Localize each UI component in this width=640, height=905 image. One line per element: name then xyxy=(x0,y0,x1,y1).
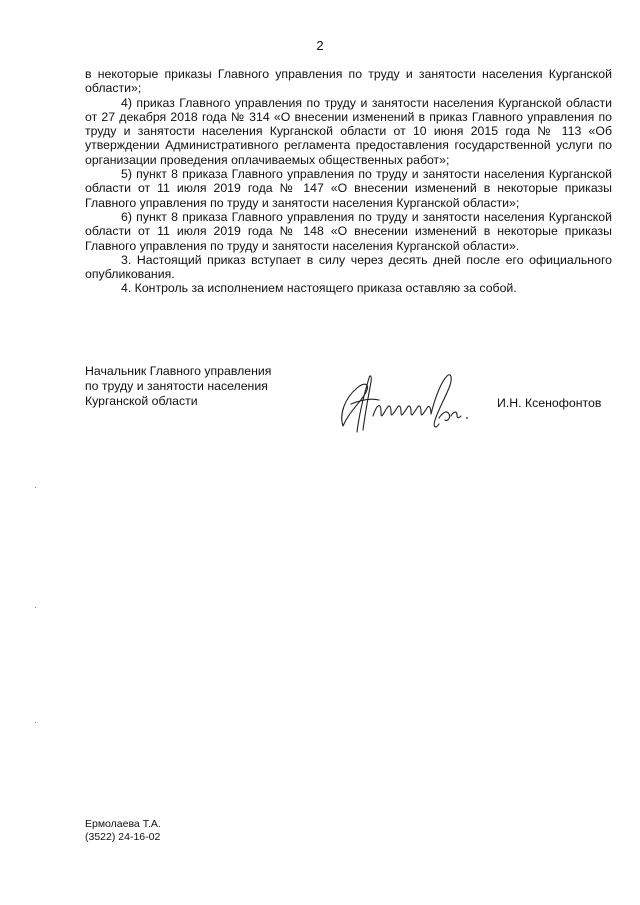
paragraph-item-4: 4) приказ Главного управления по труду и занятости населения Курганской области от 27 декабря 2018 года № 314 «О внесении изменений в приказ Главного управления по труду и занятости населения Курганской области от 10 июня 2015 года № 113 «Об утверждении Административного регламента предоставления государственной услуги по организации проведения оплачиваемых общественных работ»; xyxy=(85,95,612,167)
executor-name: Ермолаева Т.А. xyxy=(85,818,161,830)
paragraph-point-3: 3. Настоящий приказ вступает в силу через десять дней после его официального опубликования. xyxy=(85,252,612,282)
signatory-title-line: Начальник Главного управления xyxy=(85,364,272,378)
paragraph-point-4: 4. Контроль за исполнением настоящего приказа оставляю за собой. xyxy=(121,281,517,296)
margin-dot xyxy=(35,487,36,488)
paragraph-item-6: 6) пункт 8 приказа Главного управления по труду и занятости населения Курганской области от 11 июля 2019 года № 148 «О внесении изменений в некоторые приказы Главного управления по труду и занятости населения Курганской области». xyxy=(85,209,612,253)
signatory-title xyxy=(85,364,271,409)
paragraph-item-5: 5) пункт 8 приказа Главного управления по труду и занятости населения Курганской области от 11 июля 2019 года № 147 «О внесении изменений в некоторые приказы Главного управления по труду и занятости населения Курганской области»; xyxy=(85,167,612,210)
executor-phone: (3522) 24-16-02 xyxy=(85,830,161,843)
executor-info xyxy=(85,818,161,843)
handwritten-signature xyxy=(335,368,495,440)
margin-dot xyxy=(35,722,36,723)
signatory-title-line: Курганской области xyxy=(85,394,198,408)
margin-dot xyxy=(35,607,36,608)
page-number: 2 xyxy=(316,38,324,53)
signatory-title-line: по труду и занятости населения xyxy=(85,379,268,393)
paragraph-continuation: в некоторые приказы Главного управления по труду и занятости населения Курганской области»; xyxy=(85,67,612,96)
signer-name: И.Н. Ксенофонтов xyxy=(497,396,602,410)
document-body xyxy=(85,67,612,296)
